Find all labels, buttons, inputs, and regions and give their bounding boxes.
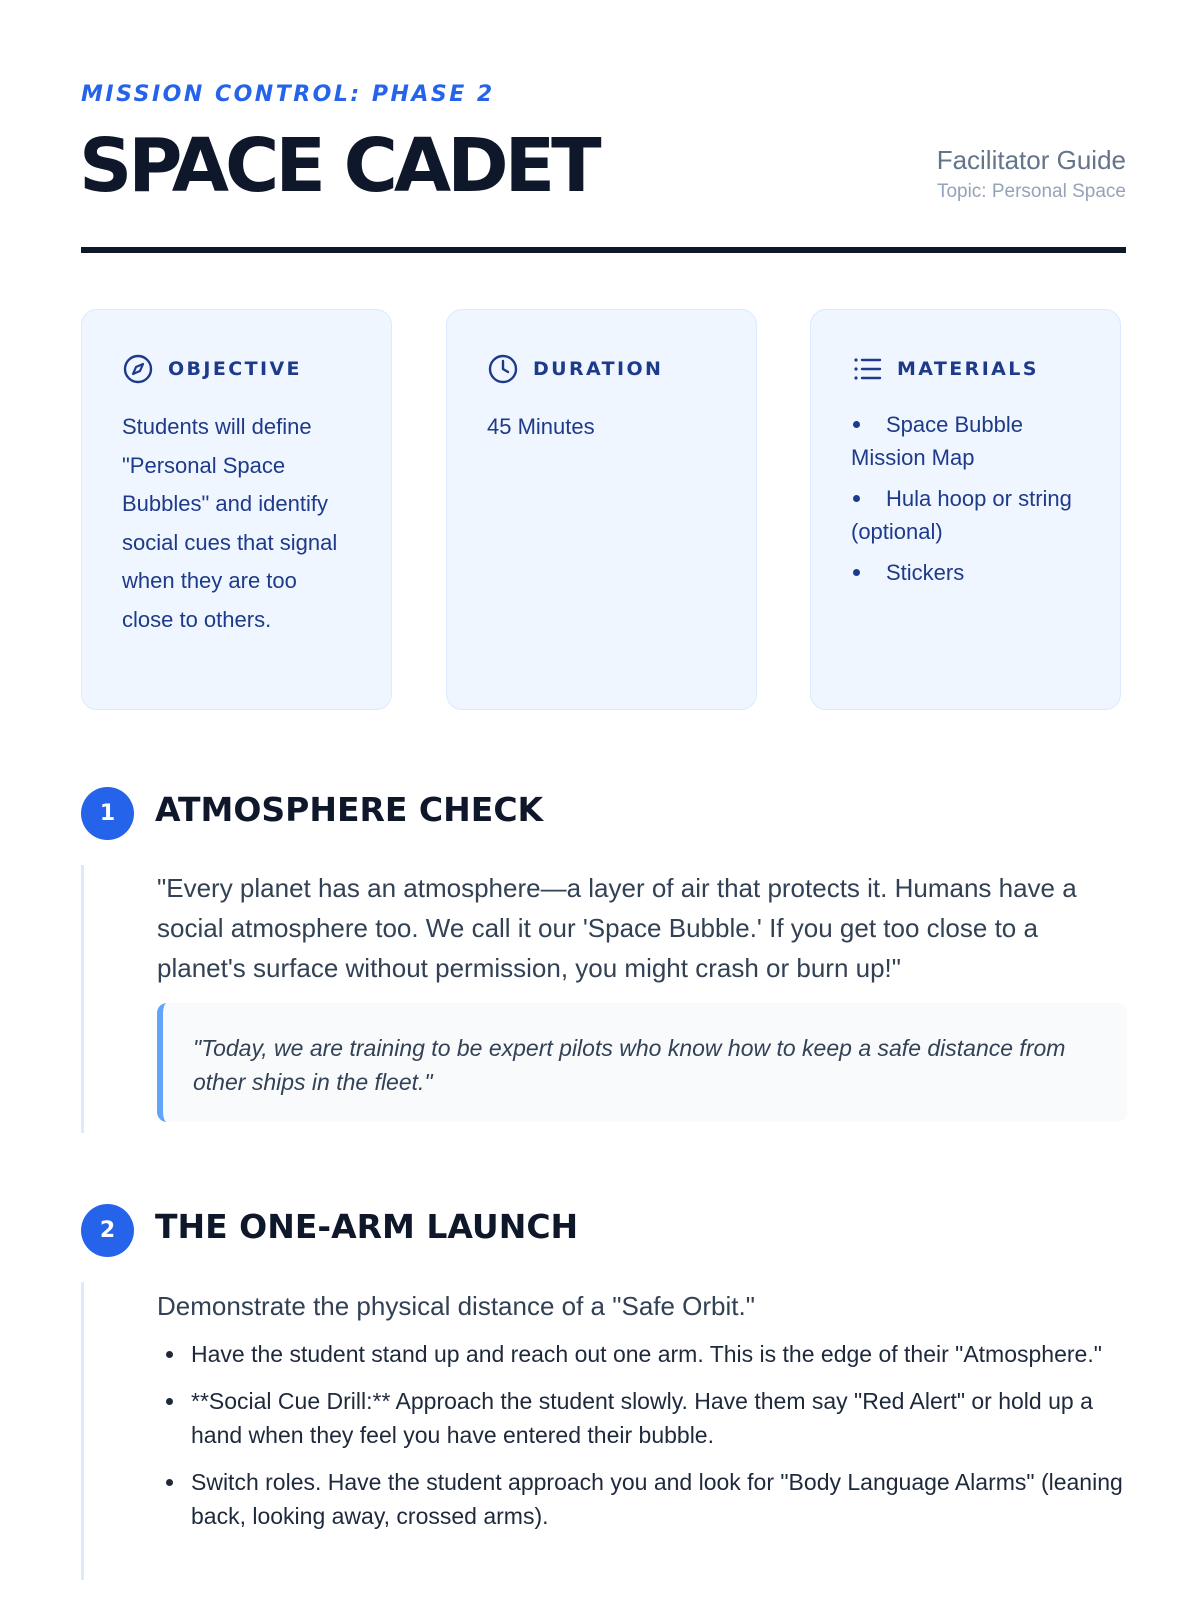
material-text: Space Bubble Mission Map [851, 412, 1023, 470]
compass-icon [122, 353, 154, 385]
list-item [851, 556, 1080, 589]
duration-card-header [487, 352, 716, 386]
topic-label: Topic: Personal Space [936, 181, 1126, 202]
section-1-quote: "Today, we are training to be expert pilots who know how to keep a safe distance from other ships in the fleet." [157, 1003, 1127, 1122]
objective-card [81, 309, 392, 710]
objective-label: OBJECTIVE [168, 358, 302, 380]
duration-card [446, 309, 757, 710]
materials-card-header [851, 352, 1080, 386]
mission-kicker: MISSION CONTROL: PHASE 2 [81, 82, 495, 107]
section-2-rail [81, 1282, 84, 1580]
material-text: Hula hoop or string (optional) [851, 486, 1072, 544]
section-2-body: Demonstrate the physical distance of a "Safe Orbit." [157, 1291, 755, 1321]
list-item [157, 1337, 1137, 1371]
material-text: Stickers [886, 560, 965, 585]
guide-title: Facilitator Guide [936, 145, 1126, 175]
objective-card-header [122, 352, 351, 386]
bullet [853, 495, 860, 502]
bullet [853, 569, 860, 576]
guide-info [937, 144, 1126, 206]
section-2-steps [157, 1337, 1137, 1546]
list-item [851, 408, 1080, 474]
section-1-body: "Every planet has an atmosphere—a layer of air that protects it. Humans have a social atmosphere too. We call it our 'Space Bubble.' If you get too close to a planet's surface without permission, you might crash or burn up!" [157, 873, 1077, 983]
bullet [166, 1479, 173, 1486]
objective-text: Students will define "Personal Space Bubbles" and identify social cues that signal when they are too close to others. [122, 414, 338, 632]
section-1-rail [81, 865, 84, 1133]
section-title-one-arm-launch: THE ONE-ARM LAUNCH [155, 1207, 579, 1246]
list-item [851, 482, 1080, 548]
clock-icon [487, 353, 519, 385]
list-item [157, 1465, 1137, 1533]
step-number-1: 1 [81, 787, 134, 840]
header-divider [81, 247, 1126, 253]
materials-card [810, 309, 1121, 710]
list-icon [851, 353, 883, 385]
step-text: Have the student stand up and reach out one arm. This is the edge of their "Atmosphere." [191, 1341, 1102, 1367]
section-title-atmosphere-check: ATMOSPHERE CHECK [155, 790, 544, 829]
page-title: SPACE CADET [79, 123, 598, 209]
step-text: Switch roles. Have the student approach you and look for "Body Language Alarms" (leaning back, looking away, crossed arms). [191, 1469, 1123, 1529]
materials-label: MATERIALS [897, 358, 1039, 380]
bullet [166, 1351, 173, 1358]
bullet [166, 1398, 173, 1405]
bullet [853, 421, 860, 428]
step-text: **Social Cue Drill:** Approach the student slowly. Have them say "Red Alert" or hold up a hand when they feel you have entered their bubble. [191, 1388, 1093, 1448]
step-number-2: 2 [81, 1204, 134, 1257]
materials-list [851, 408, 1080, 589]
duration-label: DURATION [533, 358, 664, 380]
duration-text: 45 Minutes [487, 414, 595, 439]
list-item [157, 1384, 1137, 1452]
